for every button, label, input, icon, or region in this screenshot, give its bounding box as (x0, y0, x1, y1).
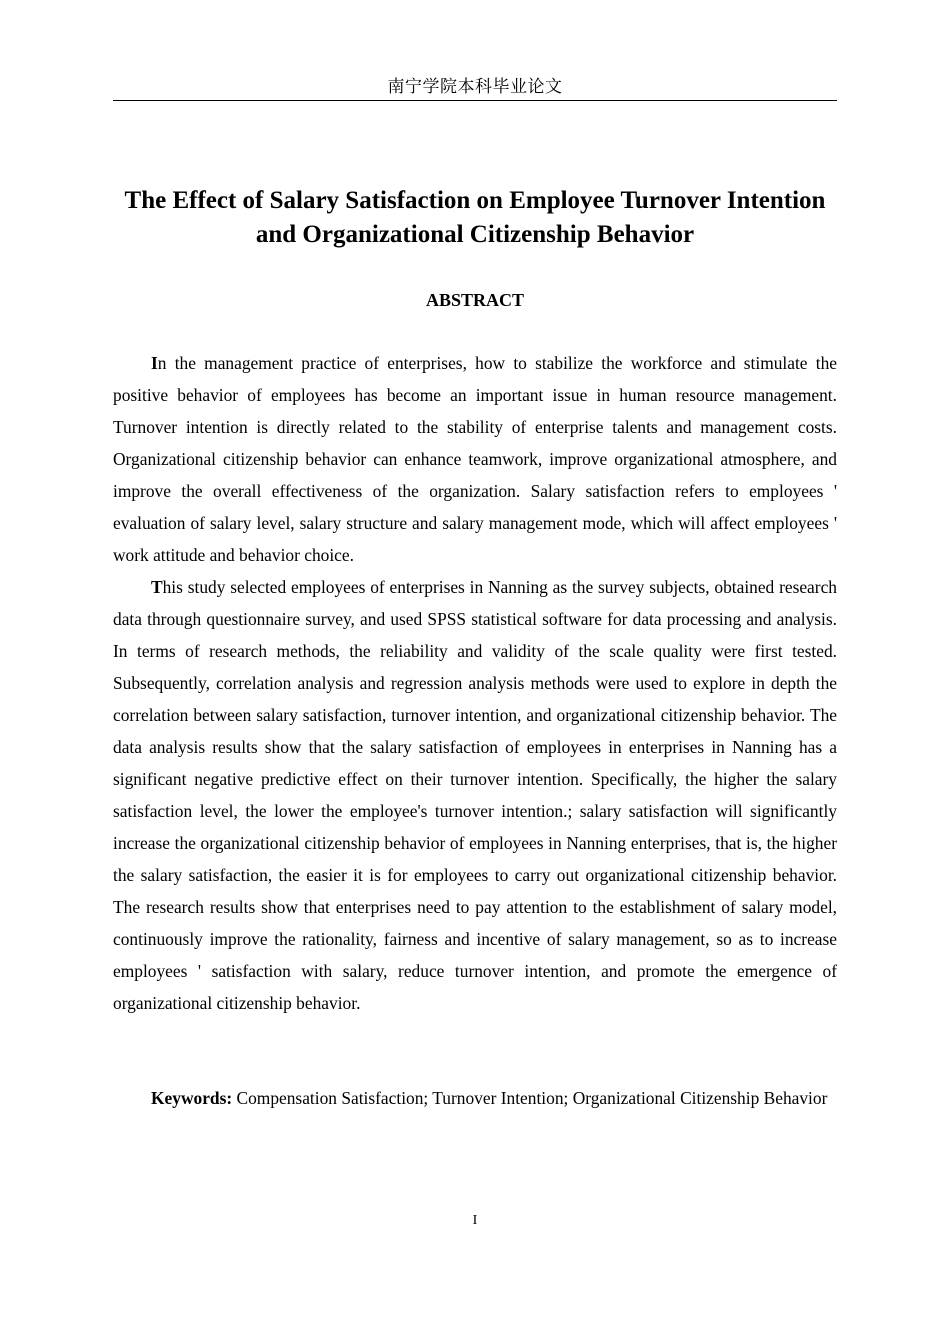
paper-title-line-2: and Organizational Citizenship Behavior (255, 221, 695, 248)
abstract-heading: ABSTRACT (425, 290, 525, 310)
paragraph-lead-letter: I (151, 353, 158, 373)
abstract-body (113, 347, 837, 1019)
page-number: I (472, 1213, 478, 1228)
abstract-paragraph-2 (113, 571, 837, 1019)
paragraph-text: his study selected employees of enterprises in Nanning as the survey subjects, obtained research data through questionnaire survey, and used SPSS statistical software for data processing and analysis. In terms of research methods, the reliability and validity of the scale quality were first tested. Subsequently, correlation analysis and regression analysis methods were used to explore in depth the correlation between salary satisfaction, turnover intention, and organizational citizenship behavior. The data analysis results show that the salary satisfaction of employees in enterprises in Nanning has a significant negative predictive effect on their turnover intention. Specifically, the higher the salary satisfaction level, the lower the employee's turnover intention.; salary satisfaction will significantly increase the organizational citizenship behavior of employees in Nanning enterprises, that is, the higher the salary satisfaction, the easier it is for employees to carry out organizational citizenship behavior. The research results show that enterprises need to pay attention to the establishment of salary model, continuously improve the rationality, fairness and incentive of salary management, so as to increase employees ' satisfaction with salary, reduce turnover intention, and promote the emergence of organizational citizenship behavior. (113, 577, 837, 1013)
paper-title (100, 184, 850, 252)
keywords-text: Compensation Satisfaction; Turnover Intention; Organizational Citizenship Behavior (232, 1088, 828, 1108)
running-header: 南宁学院本科毕业论文 (387, 77, 563, 97)
keywords-label: Keywords: (151, 1088, 233, 1108)
paper-title-line-1: The Effect of Salary Satisfaction on Employee Turnover Intention (124, 187, 826, 214)
keywords (113, 1082, 837, 1114)
header-rule (113, 100, 837, 101)
abstract-paragraph-1 (113, 347, 837, 571)
paragraph-text: n the management practice of enterprises, how to stabilize the workforce and stimulate the positive behavior of employees has become an important issue in human resource management. Turnover intention is directly related to the stability of enterprise talents and management costs. Organizational citizenship behavior can enhance teamwork, improve organizational atmosphere, and improve the overall effectiveness of the organization. Salary satisfaction refers to employees ' evaluation of salary level, salary structure and salary management mode, which will affect employees ' work attitude and behavior choice. (113, 353, 837, 565)
paragraph-lead-letter: T (151, 577, 163, 597)
